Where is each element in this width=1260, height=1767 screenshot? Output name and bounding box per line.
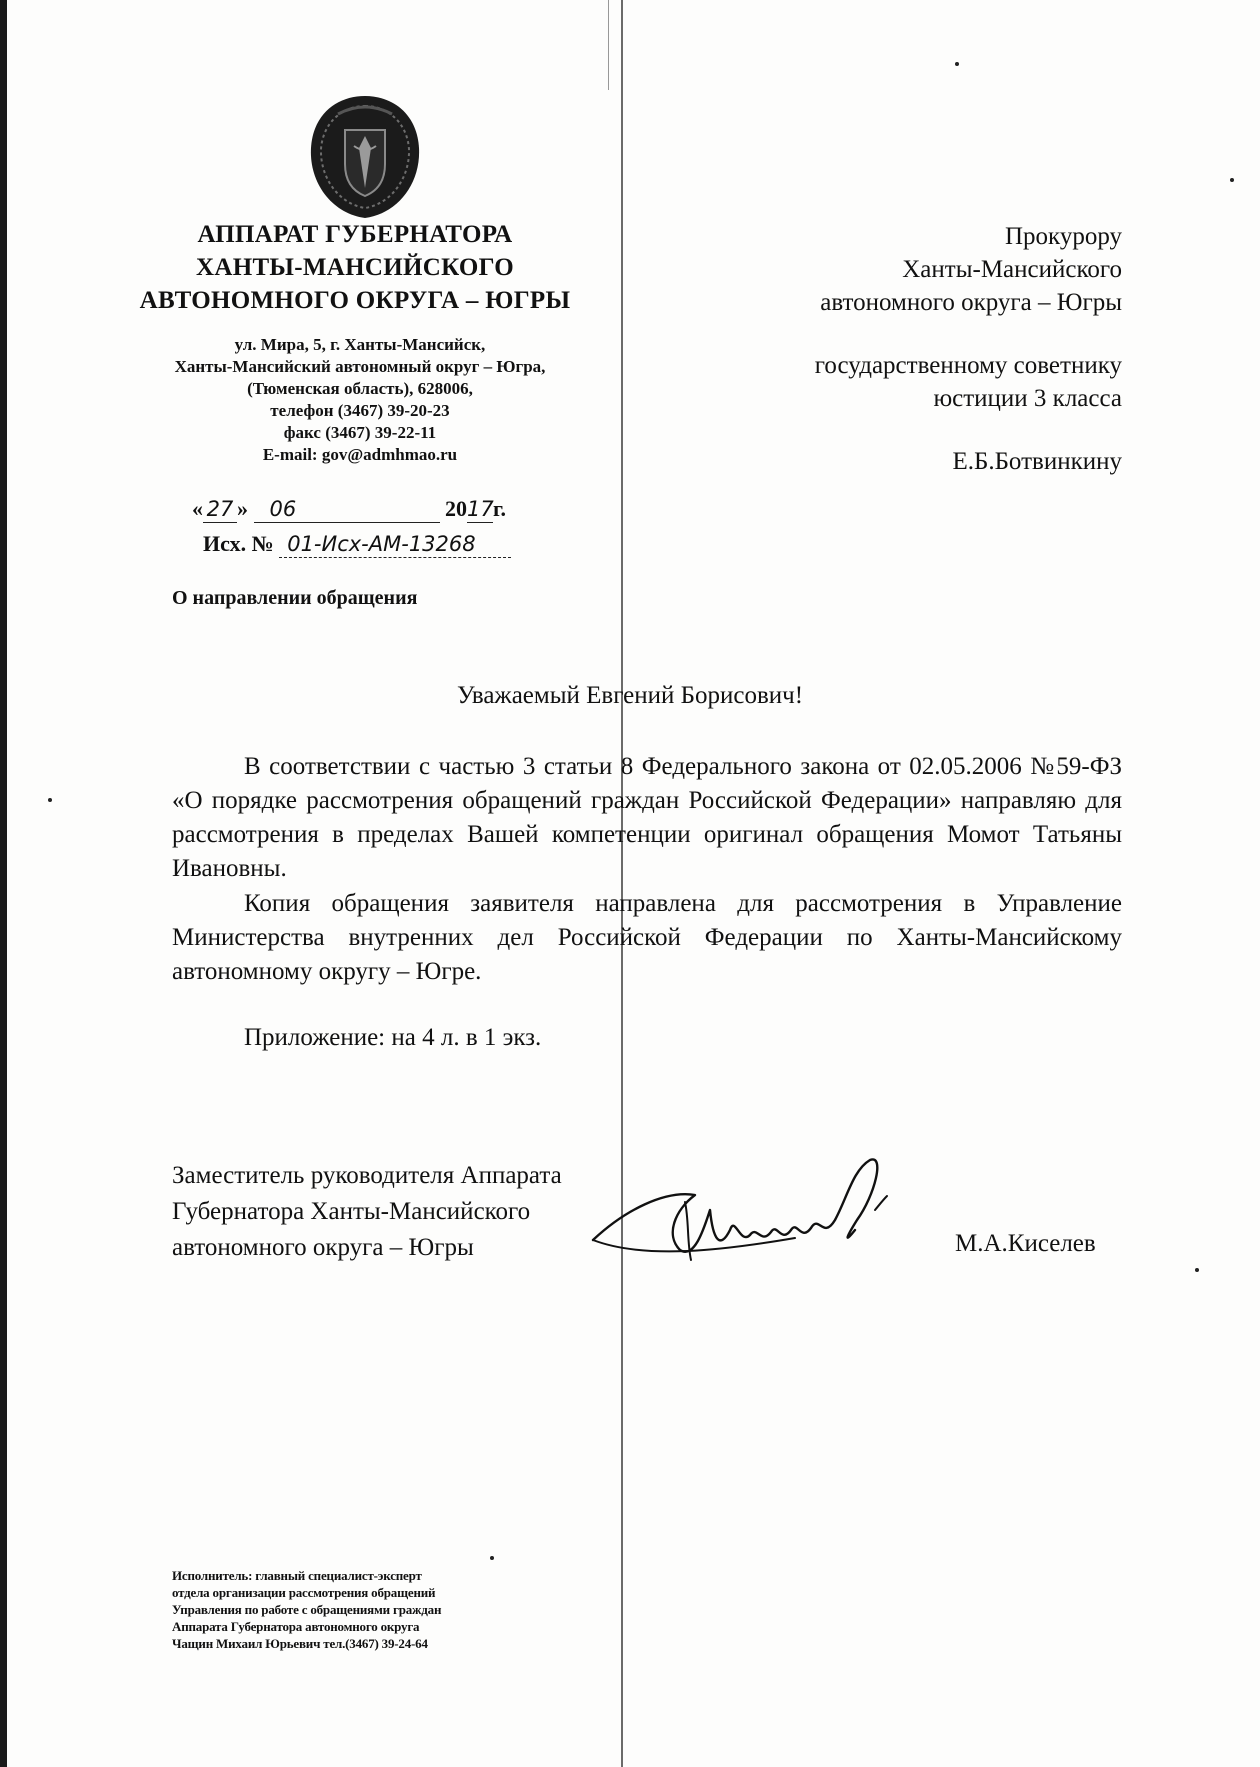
executor-line: отдела организации рассмотрения обращений	[172, 1585, 436, 1600]
attachment-note: Приложение: на 4 л. в 1 экз.	[244, 1024, 542, 1051]
khmao-coat-of-arms-icon	[305, 92, 425, 222]
executor-line: Чащин Михаил Юрьевич тел.(3467) 39-24-64	[172, 1636, 428, 1651]
date-year-label: г.	[493, 496, 507, 521]
address-line: факс (3467) 39-22-11	[283, 423, 437, 442]
address-line: E-mail: gov@admhmao.ru	[262, 445, 458, 464]
executor-line: Аппарата Губернатора автономного округа	[172, 1619, 420, 1634]
executor-info	[172, 1567, 441, 1652]
date-month: 06	[269, 497, 297, 521]
org-address	[130, 334, 590, 466]
executor-line: Управления по работе с обращениями граждан	[172, 1602, 442, 1617]
scan-speck	[955, 62, 959, 66]
address-line: Ханты-Мансийский автономный округ – Югра,	[174, 357, 546, 376]
outgoing-number	[203, 531, 511, 558]
org-line: АВТОНОМНОГО ОКРУГА – ЮГРЫ	[139, 287, 571, 314]
registration-date: « 27 » 06 2017г.	[192, 496, 507, 521]
signer-position	[172, 1158, 562, 1266]
outgoing-label: Исх. №	[203, 531, 274, 556]
scan-speck	[48, 798, 52, 802]
scan-speck	[1230, 178, 1234, 182]
recipient-name: Е.Б.Ботвинкину	[952, 448, 1122, 475]
org-line: ХАНТЫ-МАНСИЙСКОГО	[196, 254, 514, 281]
body-paragraph: В соответствии с частью 3 статьи 8 Федерального закона от 02.05.2006 №59-ФЗ «О порядке рассмотрения обращений граждан Российской Федерации» направляю для рассмотрения в пределах Вашей компетенции оригинал обращения Момот Татьяны Ивановны.	[172, 753, 1122, 882]
org-line: АППАРАТ ГУБЕРНАТОРА	[197, 221, 513, 248]
date-year-prefix: 20	[445, 496, 467, 521]
signer-name: М.А.Киселев	[955, 1230, 1096, 1257]
signer-position-line: автономного округа – Югры	[172, 1234, 474, 1261]
address-line: (Тюменская область), 628006,	[247, 379, 473, 398]
recipient-block	[682, 220, 1122, 478]
fold-line-short	[608, 0, 609, 90]
org-name	[120, 218, 590, 317]
body-paragraph: Копия обращения заявителя направлена для рассмотрения в Управление Министерства внутренних дел Российской Федерации по Ханты-Мансийскому автономному округу – Югре.	[172, 890, 1122, 985]
greeting: Уважаемый Евгений Борисович!	[456, 682, 804, 709]
recipient-line: Ханты-Мансийского	[902, 256, 1122, 283]
handwritten-signature	[585, 1150, 955, 1275]
scan-speck	[490, 1556, 494, 1560]
letter-subject: О направлении обращения	[172, 587, 418, 609]
recipient-line: автономного округа – Югры	[820, 289, 1122, 316]
outgoing-number-value: 01-Исх-АМ-13268	[287, 532, 476, 556]
address-line: телефон (3467) 39-20-23	[270, 401, 450, 420]
date-day: 27	[206, 497, 234, 521]
scan-edge	[0, 0, 7, 1767]
date-year-suffix: 17	[467, 497, 494, 521]
scan-speck	[1195, 1268, 1199, 1272]
signer-position-line: Губернатора Ханты-Мансийского	[172, 1198, 531, 1225]
recipient-line: юстиции 3 класса	[933, 385, 1122, 412]
recipient-line: государственному советнику	[814, 352, 1122, 379]
recipient-line: Прокурору	[1004, 223, 1122, 250]
address-line: ул. Мира, 5, г. Ханты-Мансийск,	[234, 335, 486, 354]
signer-position-line: Заместитель руководителя Аппарата	[172, 1162, 562, 1189]
executor-line: Исполнитель: главный специалист-эксперт	[172, 1568, 422, 1583]
